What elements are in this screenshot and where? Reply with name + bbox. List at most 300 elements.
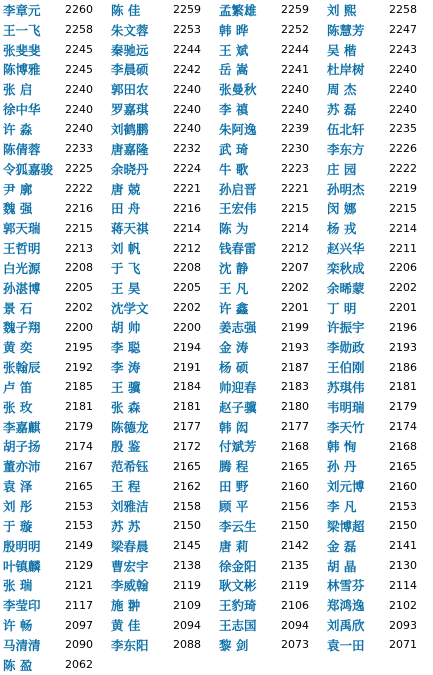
score-value: 2215 [389, 201, 417, 215]
person-name: 朱文蓉 [111, 22, 149, 38]
score-value: 2240 [389, 82, 417, 96]
list-item [111, 397, 217, 417]
list-item [327, 635, 433, 655]
score-value: 2240 [281, 82, 309, 96]
person-name: 吴 楷 [327, 42, 357, 58]
person-name: 卢 笛 [3, 379, 33, 395]
person-name: 胡子扬 [3, 439, 41, 455]
list-item [3, 40, 109, 60]
column-2 [111, 0, 217, 655]
person-name: 赵兴华 [327, 241, 365, 257]
list-item [327, 0, 433, 20]
score-value: 2138 [173, 559, 201, 573]
person-name: 郭田农 [111, 82, 149, 98]
score-value: 2230 [281, 142, 309, 156]
person-name: 李东阳 [111, 637, 149, 653]
list-item [219, 595, 325, 615]
person-name: 施 翀 [111, 598, 141, 614]
list-item [219, 635, 325, 655]
score-value: 2160 [281, 479, 309, 493]
score-value: 2200 [65, 320, 93, 334]
person-name: 胡 晶 [327, 558, 357, 574]
person-name: 苏 苏 [111, 518, 141, 534]
person-name: 李 凡 [327, 499, 357, 515]
score-value: 2121 [65, 578, 93, 592]
person-name: 令狐嘉骏 [3, 161, 54, 177]
list-item [219, 496, 325, 516]
person-name: 武 琦 [219, 141, 249, 157]
score-value: 2200 [173, 320, 201, 334]
list-item [219, 298, 325, 318]
score-value: 2194 [173, 340, 201, 354]
score-value: 2181 [65, 400, 93, 414]
score-value: 2179 [389, 400, 417, 414]
person-name: 黄 佳 [111, 618, 141, 634]
list-item [3, 575, 109, 595]
person-name: 袁 泽 [3, 479, 33, 495]
person-name: 刘元博 [327, 479, 365, 495]
list-item [327, 218, 433, 238]
score-value: 2212 [281, 241, 309, 255]
list-item [3, 318, 109, 338]
list-item [219, 99, 325, 119]
score-value: 2180 [281, 400, 309, 414]
person-name: 王志国 [219, 618, 257, 634]
score-value: 2162 [173, 479, 201, 493]
list-item [3, 556, 109, 576]
list-item [3, 397, 109, 417]
list-item [219, 139, 325, 159]
list-item [327, 556, 433, 576]
person-name: 孙启晋 [219, 181, 257, 197]
score-value: 2201 [281, 301, 309, 315]
person-name: 杨 硕 [219, 360, 249, 376]
list-item [327, 139, 433, 159]
score-value: 2153 [65, 519, 93, 533]
list-item [111, 417, 217, 437]
score-value: 2153 [65, 499, 93, 513]
list-item [111, 179, 217, 199]
list-item [3, 278, 109, 298]
list-item [111, 99, 217, 119]
person-name: 闵 娜 [327, 201, 357, 217]
person-name: 韦明瑞 [327, 399, 365, 415]
list-item [327, 278, 433, 298]
score-value: 2222 [65, 182, 93, 196]
person-name: 唐 莉 [219, 538, 249, 554]
list-item [327, 417, 433, 437]
score-value: 2240 [389, 62, 417, 76]
list-item [111, 476, 217, 496]
person-name: 唐嘉隆 [111, 141, 149, 157]
list-item [327, 179, 433, 199]
person-name: 牛 歌 [219, 161, 249, 177]
score-value: 2192 [65, 360, 93, 374]
list-item [327, 337, 433, 357]
person-name: 曹宏宇 [111, 558, 149, 574]
score-value: 2177 [173, 420, 201, 434]
list-item [327, 258, 433, 278]
score-value: 2073 [281, 638, 309, 652]
score-value: 2202 [65, 301, 93, 315]
score-value: 2097 [65, 618, 93, 632]
list-item [3, 238, 109, 258]
list-item [219, 357, 325, 377]
person-name: 张 森 [111, 399, 141, 415]
person-name: 李 涛 [111, 360, 141, 376]
person-name: 刘禹欣 [327, 618, 365, 634]
person-name: 孙 丹 [327, 459, 357, 475]
list-item [3, 635, 109, 655]
list-item [3, 0, 109, 20]
person-name: 孙明杰 [327, 181, 365, 197]
score-value: 2193 [389, 340, 417, 354]
person-name: 韩 恂 [327, 439, 357, 455]
person-name: 腾 程 [219, 459, 249, 475]
score-value: 2242 [173, 62, 201, 76]
person-name: 许振宇 [327, 320, 365, 336]
person-name: 余晓丹 [111, 161, 149, 177]
list-item [219, 516, 325, 536]
list-item [3, 179, 109, 199]
list-item [3, 198, 109, 218]
person-name: 孙湛博 [3, 280, 41, 296]
list-item [219, 318, 325, 338]
score-value: 2240 [65, 82, 93, 96]
person-name: 张曼秋 [219, 82, 257, 98]
score-value: 2114 [389, 578, 417, 592]
person-name: 李莹印 [3, 598, 41, 614]
list-item [327, 298, 433, 318]
list-item [327, 20, 433, 40]
list-item [219, 417, 325, 437]
list-item [111, 516, 217, 536]
score-value: 2208 [65, 261, 93, 275]
score-value: 2156 [281, 499, 309, 513]
person-name: 唐 兢 [111, 181, 141, 197]
person-name: 姜志强 [219, 320, 257, 336]
list-item [219, 278, 325, 298]
list-item [111, 575, 217, 595]
score-value: 2196 [389, 320, 417, 334]
person-name: 白光源 [3, 260, 41, 276]
person-name: 王 凡 [219, 280, 249, 296]
list-item [219, 0, 325, 20]
list-item [327, 536, 433, 556]
score-value: 2244 [281, 43, 309, 57]
list-item [219, 556, 325, 576]
person-name: 田 野 [219, 479, 249, 495]
list-item [111, 595, 217, 615]
list-item [3, 60, 109, 80]
person-name: 张斐斐 [3, 42, 41, 58]
person-name: 于 璇 [3, 518, 33, 534]
person-name: 马清清 [3, 637, 41, 653]
person-name: 丁 明 [327, 300, 357, 316]
list-item [219, 258, 325, 278]
person-name: 伍北轩 [327, 121, 365, 137]
person-name: 韩 晔 [219, 22, 249, 38]
person-name: 尹 廓 [3, 181, 33, 197]
list-item [327, 437, 433, 457]
person-name: 王 斌 [219, 42, 249, 58]
list-item [111, 536, 217, 556]
column-4 [327, 0, 433, 655]
person-name: 帅迎春 [219, 379, 257, 395]
list-item [111, 218, 217, 238]
list-item [327, 595, 433, 615]
list-item [327, 496, 433, 516]
score-value: 2185 [65, 380, 93, 394]
person-name: 郭天瑞 [3, 221, 41, 237]
score-value: 2094 [173, 618, 201, 632]
score-value: 2129 [65, 559, 93, 573]
score-value: 2187 [281, 360, 309, 374]
person-name: 朱阿逸 [219, 121, 257, 137]
list-item [219, 40, 325, 60]
person-name: 李天竹 [327, 419, 365, 435]
list-item [219, 337, 325, 357]
person-name: 王一飞 [3, 22, 41, 38]
score-value: 2240 [173, 102, 201, 116]
person-name: 魏子翔 [3, 320, 41, 336]
person-name: 秦驰远 [111, 42, 149, 58]
list-item [111, 556, 217, 576]
person-name: 沈 静 [219, 260, 249, 276]
score-value: 2241 [281, 62, 309, 76]
list-item [327, 456, 433, 476]
list-item [219, 437, 325, 457]
score-value: 2259 [281, 3, 309, 17]
list-item [111, 139, 217, 159]
score-value: 2224 [173, 162, 201, 176]
score-value: 2167 [65, 459, 93, 473]
person-name: 顾 平 [219, 499, 249, 515]
list-item [111, 198, 217, 218]
score-value: 2240 [65, 102, 93, 116]
list-item [219, 377, 325, 397]
list-item [111, 258, 217, 278]
score-value: 2102 [389, 598, 417, 612]
person-name: 陈倩蓉 [3, 141, 41, 157]
score-value: 2181 [173, 400, 201, 414]
score-value: 2172 [173, 439, 201, 453]
list-item [219, 159, 325, 179]
person-name: 许 畅 [3, 618, 33, 634]
person-name: 陈 为 [219, 221, 249, 237]
score-value: 2168 [389, 439, 417, 453]
list-item [219, 179, 325, 199]
score-value: 2221 [281, 182, 309, 196]
score-value: 2215 [65, 221, 93, 235]
score-value: 2202 [389, 281, 417, 295]
score-value: 2258 [389, 3, 417, 17]
score-value: 2243 [389, 43, 417, 57]
score-value: 2119 [173, 578, 201, 592]
person-name: 陈 盈 [3, 657, 33, 673]
person-name: 李云生 [219, 518, 257, 534]
score-value: 2168 [281, 439, 309, 453]
score-value: 2160 [389, 479, 417, 493]
person-name: 黄 奕 [3, 340, 33, 356]
person-name: 梁春晨 [111, 538, 149, 554]
score-value: 2117 [65, 598, 93, 612]
score-value: 2090 [65, 638, 93, 652]
score-value: 2240 [389, 102, 417, 116]
person-name: 徐金阳 [219, 558, 257, 574]
person-name: 岳 嵩 [219, 62, 249, 78]
person-name: 林雪芬 [327, 578, 365, 594]
person-name: 李嘉麒 [3, 419, 41, 435]
list-item [111, 20, 217, 40]
list-item [111, 159, 217, 179]
list-item [327, 516, 433, 536]
person-name: 刘雅洁 [111, 499, 149, 515]
person-name: 钱春雷 [219, 241, 257, 257]
score-value: 2212 [173, 241, 201, 255]
person-name: 殷 鉴 [111, 439, 141, 455]
score-value: 2221 [173, 182, 201, 196]
person-name: 王宏伟 [219, 201, 257, 217]
list-item [3, 615, 109, 635]
list-item [111, 615, 217, 635]
person-name: 陈 佳 [111, 2, 141, 18]
list-item [111, 456, 217, 476]
list-item [327, 377, 433, 397]
score-value: 2062 [65, 658, 93, 672]
score-value: 2165 [173, 459, 201, 473]
score-value: 2093 [389, 618, 417, 632]
list-item [219, 456, 325, 476]
list-item [3, 377, 109, 397]
score-value: 2214 [173, 221, 201, 235]
score-value: 2150 [173, 519, 201, 533]
person-name: 李 聪 [111, 340, 141, 356]
score-value: 2240 [173, 122, 201, 136]
list-item [3, 218, 109, 238]
person-name: 蒋天祺 [111, 221, 149, 237]
person-name: 郑鸿逸 [327, 598, 365, 614]
list-item [111, 40, 217, 60]
score-value: 2094 [281, 618, 309, 632]
person-name: 李东方 [327, 141, 365, 157]
list-item [111, 437, 217, 457]
list-item [219, 20, 325, 40]
list-item [3, 298, 109, 318]
person-name: 徐中华 [3, 102, 41, 118]
person-name: 景 石 [3, 300, 33, 316]
score-value: 2165 [65, 479, 93, 493]
list-item [3, 476, 109, 496]
score-value: 2191 [173, 360, 201, 374]
score-value: 2222 [389, 162, 417, 176]
score-value: 2199 [281, 320, 309, 334]
person-name: 罗嘉琪 [111, 102, 149, 118]
person-name: 耿文彬 [219, 578, 257, 594]
list-item [3, 357, 109, 377]
person-name: 王 骥 [111, 379, 141, 395]
person-name: 张 玫 [3, 399, 33, 415]
list-item [219, 238, 325, 258]
score-value: 2202 [281, 281, 309, 295]
score-value: 2165 [281, 459, 309, 473]
person-name: 刘 熙 [327, 2, 357, 18]
list-item [327, 40, 433, 60]
list-item [327, 357, 433, 377]
list-item [3, 337, 109, 357]
score-value: 2208 [173, 261, 201, 275]
person-name: 王 程 [111, 479, 141, 495]
person-name: 殷明明 [3, 538, 41, 554]
score-value: 2216 [173, 201, 201, 215]
list-item [3, 139, 109, 159]
score-value: 2150 [281, 519, 309, 533]
score-value: 2153 [389, 499, 417, 513]
person-name: 刘 彤 [3, 499, 33, 515]
score-value: 2232 [173, 142, 201, 156]
person-name: 陈慧芳 [327, 22, 365, 38]
score-value: 2205 [173, 281, 201, 295]
score-value: 2186 [389, 360, 417, 374]
score-value: 2225 [65, 162, 93, 176]
person-name: 沈学文 [111, 300, 149, 316]
person-name: 田 舟 [111, 201, 141, 217]
score-value: 2071 [389, 638, 417, 652]
list-item [327, 238, 433, 258]
list-item [327, 476, 433, 496]
person-name: 李晨硕 [111, 62, 149, 78]
person-name: 范希钰 [111, 459, 149, 475]
list-item [3, 437, 109, 457]
list-item [327, 159, 433, 179]
list-item [219, 119, 325, 139]
person-name: 庄 园 [327, 161, 357, 177]
score-value: 2179 [65, 420, 93, 434]
score-value: 2158 [173, 499, 201, 513]
person-name: 苏琪伟 [327, 379, 365, 395]
score-value: 2207 [281, 261, 309, 275]
list-item [219, 60, 325, 80]
score-value: 2206 [389, 261, 417, 275]
score-value: 2260 [65, 3, 93, 17]
score-value: 2109 [173, 598, 201, 612]
person-name: 陈博雅 [3, 62, 41, 78]
list-item [219, 575, 325, 595]
person-name: 王 昊 [111, 280, 141, 296]
person-name: 王哲明 [3, 241, 41, 257]
person-name: 付斌芳 [219, 439, 257, 455]
list-item [327, 79, 433, 99]
person-name: 许 淼 [3, 121, 33, 137]
person-name: 刘鹤鹏 [111, 121, 149, 137]
score-value: 2106 [281, 598, 309, 612]
list-item [111, 337, 217, 357]
person-name: 胡 帅 [111, 320, 141, 336]
person-name: 叶镇麟 [3, 558, 41, 574]
list-item [111, 60, 217, 80]
person-name: 魏 强 [3, 201, 33, 217]
person-name: 李章元 [3, 2, 41, 18]
list-item [3, 456, 109, 476]
person-name: 王豹琦 [219, 598, 257, 614]
list-item [3, 20, 109, 40]
score-value: 2258 [65, 23, 93, 37]
person-name: 韩 闳 [219, 419, 249, 435]
score-value: 2252 [281, 23, 309, 37]
list-item [219, 218, 325, 238]
score-value: 2145 [173, 539, 201, 553]
list-item [111, 298, 217, 318]
